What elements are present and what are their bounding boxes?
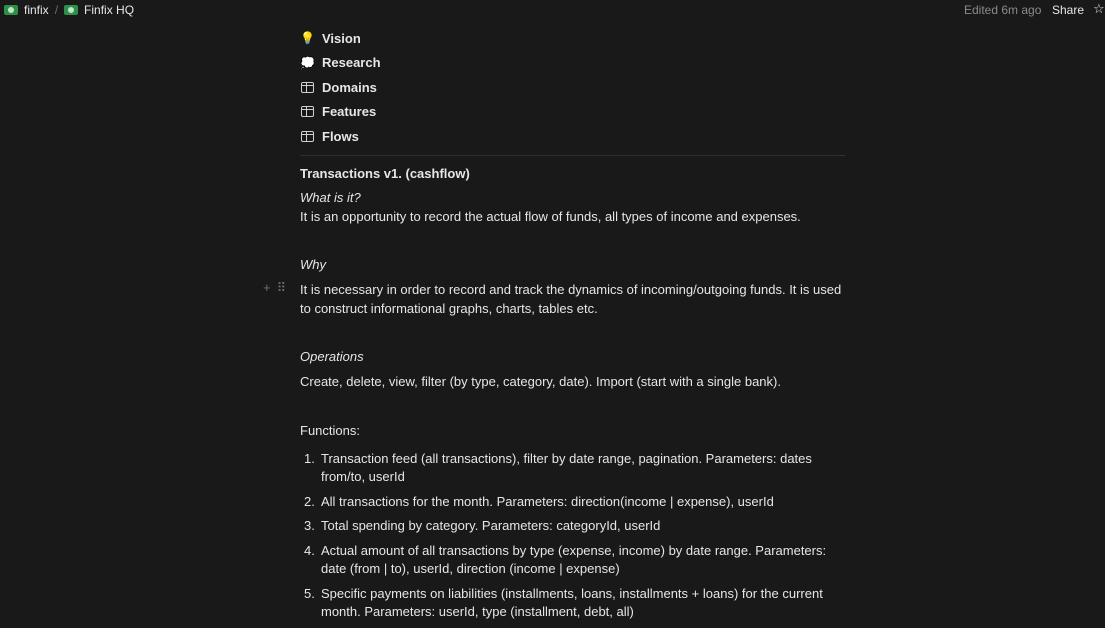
top-bar [0, 0, 1105, 20]
money-icon [64, 5, 78, 15]
thought-bubble-icon: 💭 [300, 55, 315, 70]
list-item-number: 4. [304, 542, 315, 558]
page-link-label: Features [322, 104, 377, 120]
page-link-label: Flows [322, 128, 359, 144]
list-item [300, 517, 845, 536]
why-title: Why [300, 256, 326, 272]
table-icon [300, 106, 315, 117]
lightbulb-icon: 💡 [300, 31, 315, 46]
breadcrumb-page[interactable]: Finfix HQ [84, 3, 135, 17]
functions-list [300, 450, 845, 622]
drag-handle-icon[interactable]: ⠿ [276, 279, 287, 295]
page-link-label: Domains [322, 79, 377, 95]
list-item-number: 1. [304, 450, 315, 466]
list-item [300, 493, 845, 512]
money-icon [4, 5, 18, 15]
why-text: It is necessary in order to record and track the dynamics of incoming/outgoing funds. It is used to construct informational graphs, charts, tables etc. [300, 281, 842, 316]
list-item-number: 5. [304, 585, 315, 601]
what-title: What is it? [300, 189, 361, 205]
page-link-flows[interactable] [300, 124, 845, 149]
breadcrumb-workspace[interactable]: finfix [24, 3, 49, 17]
star-icon[interactable]: ☆ [1093, 1, 1105, 16]
table-icon [300, 131, 315, 142]
list-item [300, 542, 845, 579]
page-link-features[interactable] [300, 100, 845, 125]
page-link-research[interactable] [300, 51, 845, 76]
page-content [263, 26, 845, 628]
table-icon [300, 82, 315, 93]
list-item-number: 2. [304, 493, 315, 509]
block-handle[interactable] [263, 280, 286, 296]
breadcrumb-separator: / [54, 3, 59, 17]
plus-icon[interactable]: + [263, 279, 271, 295]
list-item [300, 450, 845, 487]
list-item-text: Actual amount of all transactions by type (expense, income) by date range. Parameters: date (from | to), userId, direction (income | expense) [321, 542, 827, 576]
section-heading: Transactions v1. (cashflow) [300, 165, 470, 181]
edited-status: Edited 6m ago [964, 3, 1042, 17]
list-item-text: All transactions for the month. Parameters: direction(income | expense), userId [321, 493, 774, 509]
list-item-number: 3. [304, 518, 315, 533]
divider [300, 155, 845, 156]
share-button[interactable]: Share [1052, 3, 1085, 17]
list-item-text: Total spending by category. Parameters: categoryId, userId [321, 518, 661, 533]
page-link-label: Vision [322, 30, 361, 46]
list-item-text: Transaction feed (all transactions), filter by date range, pagination. Parameters: dates from/to, userId [321, 450, 812, 484]
functions-title: Functions: [300, 422, 360, 438]
list-item [300, 585, 845, 622]
breadcrumb [4, 3, 134, 17]
page-link-domains[interactable] [300, 75, 845, 100]
operations-text: Create, delete, view, filter (by type, category, date). Import (start with a single bank). [300, 373, 781, 389]
what-text: It is an opportunity to record the actual flow of funds, all types of income and expenses. [300, 208, 801, 224]
list-item-text: Specific payments on liabilities (installments, loans, installments + loans) for the current month. Parameters: userId, type (installment, debt, all) [321, 585, 823, 619]
operations-title: Operations [300, 348, 364, 364]
why-block [263, 279, 845, 318]
page-link-label: Research [322, 55, 381, 71]
page-link-vision[interactable] [300, 26, 845, 51]
